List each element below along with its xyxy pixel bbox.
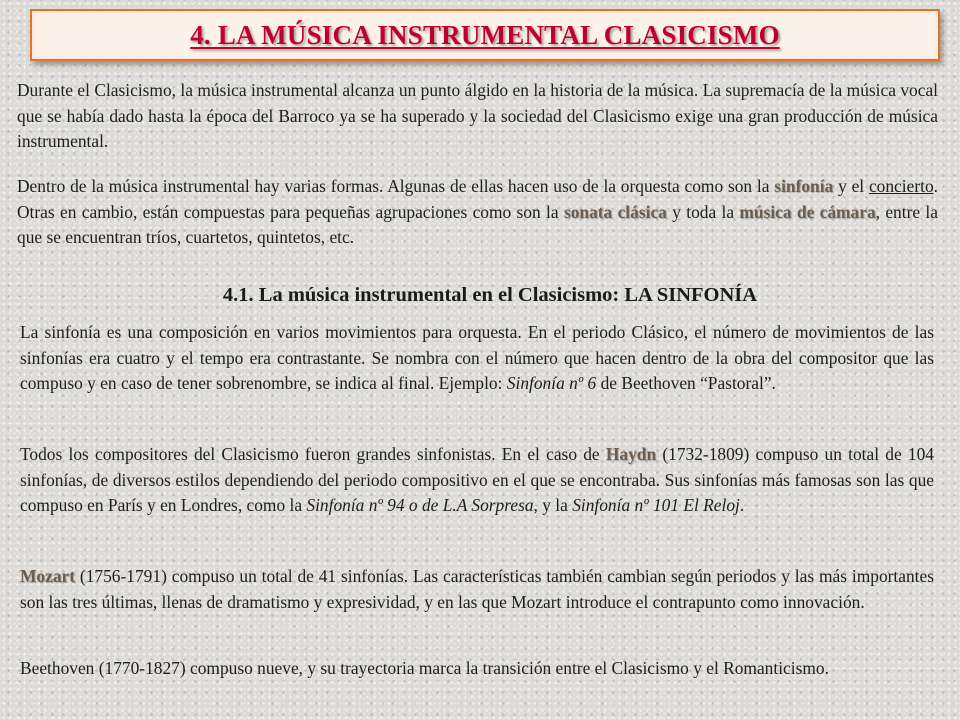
text-segment: Todos los compositores del Clasicismo fueron grandes sinfonistas. En el caso de [20, 444, 606, 464]
term-concierto: concierto [868, 176, 934, 196]
text-segment: , entre la que se encuentran tríos, cuartetos, quintetos, etc. [17, 201, 938, 248]
text-segment: y el [833, 176, 869, 196]
text-segment: . [739, 495, 745, 516]
title-box [30, 9, 940, 61]
text-segment: Dentro de la música instrumental hay varias formas. Algunas de ellas hacen uso de la orquesta como son la [17, 176, 775, 196]
work-title-sinfonia-94: Sinfonía nº 94 o de L.A Sorpresa [306, 495, 534, 516]
beethoven-paragraph: Beethoven (1770-1827) compuso nueve, y su trayectoria marca la transición entre el Clasicismo y el Romanticismo. [20, 658, 829, 678]
term-musica-de-camara: música de cámara [739, 201, 876, 222]
text-segment: . Otras en cambio, están compuestas para pequeñas agrupaciones como son la [17, 176, 938, 222]
term-sinfonia: sinfonía [774, 176, 834, 196]
text-segment: , y la [533, 495, 573, 516]
intro-paragraph-1: Durante el Clasicismo, la música instrumental alcanza un punto álgido en la historia de la música. La supremacía de la música vocal que se había dado hasta la época del Barroco ya se ha superado y la sociedad del Clasicismo exige una gran producción de música instrumental. [17, 80, 938, 152]
composer-mozart: Mozart [20, 566, 76, 586]
text-segment: (1732-1809) compuso un total de 104 sinfonías, de diversos estilos dependiendo del periodo compositivo en el que se encontraba. Sus sinfonías más famosas son las que compuso en París y en Londres, como la [20, 444, 934, 516]
section-heading: 4.1. La música instrumental en el Clasicismo: LA SINFONÍA [222, 284, 758, 306]
text-segment: (1756-1791) compuso un total de 41 sinfonías. Las características también cambian según periodos y las más importantes son las tres últimas, llenas de dramatismo y expresividad, y en las que Mozart introduce el contrapunto como innovación. [20, 566, 934, 612]
example-work-title: Sinfonía nº 6 [506, 373, 597, 394]
slide-title: 4. LA MÚSICA INSTRUMENTAL CLASICISMO [190, 19, 780, 50]
term-sonata-clasica: sonata clásica [563, 201, 667, 222]
symphony-definition-paragraph [20, 320, 934, 397]
mozart-paragraph [20, 564, 934, 615]
work-title-sinfonia-101: Sinfonía nº 101 El Reloj [572, 495, 740, 516]
composer-haydn: Haydn [605, 444, 657, 464]
text-segment: de Beethoven “Pastoral”. [596, 373, 776, 394]
text-segment: La sinfonía es una composición en varios movimientos para orquesta. En el periodo Clásico, el número de movimientos de las sinfonías era cuatro y el tempo era contrastante. Se nombra con el número que hacen dentro de la obra del compositor que las compuso y en caso de tener sobrenombre, se indica al final. Ejemplo: [20, 322, 934, 394]
intro-paragraph-2 [17, 174, 938, 251]
text-segment: y toda la [666, 201, 740, 222]
haydn-paragraph [20, 442, 934, 519]
